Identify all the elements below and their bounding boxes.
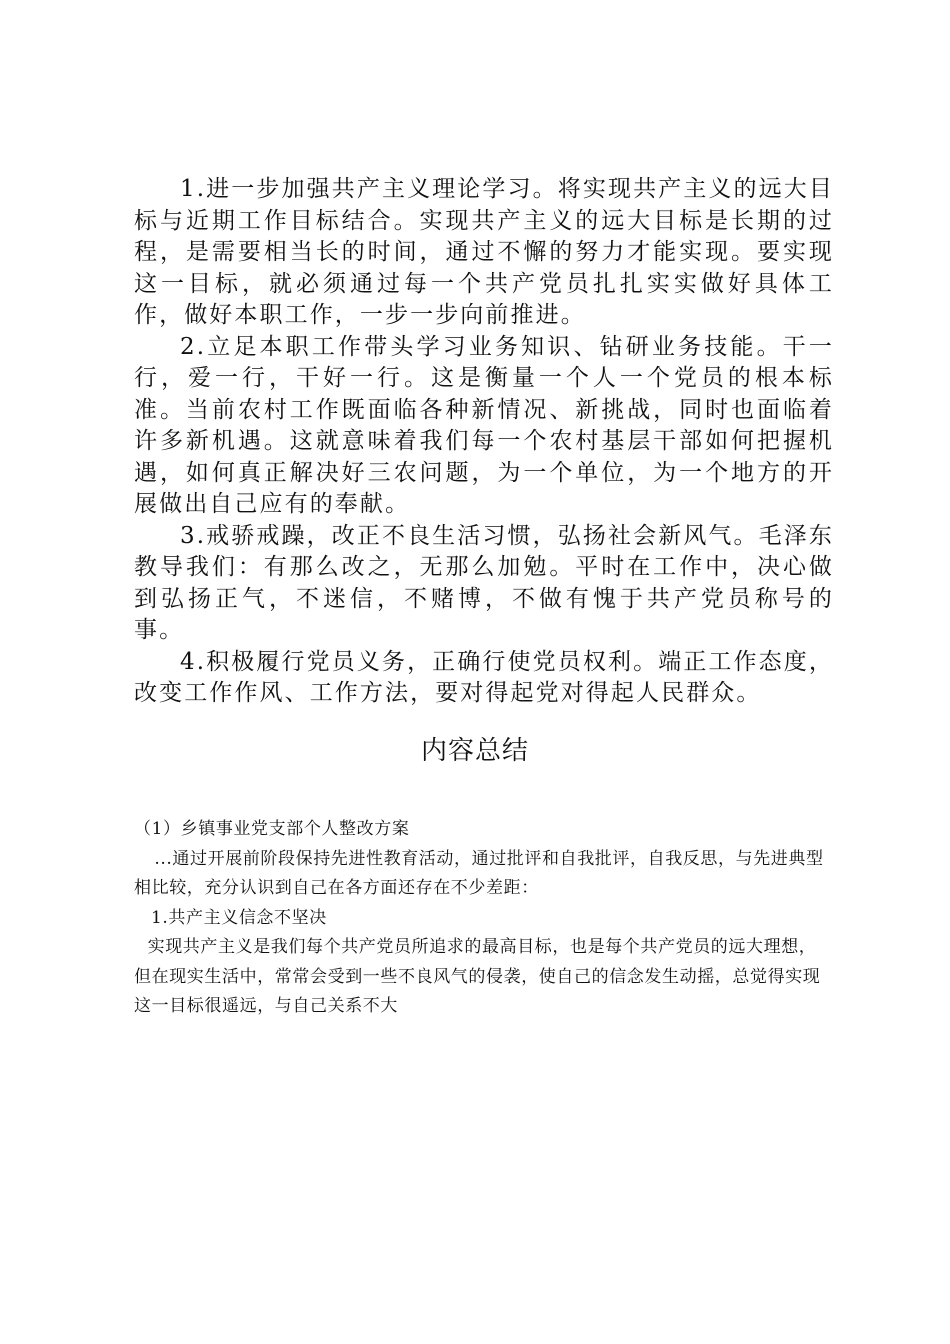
summary-intro: ...通过开展前阶段保持先进性教育活动，通过批评和自我批评，自我反思，与先进典型相比较，充分认识到自己在各方面还存在不少差距：	[134, 848, 824, 898]
main-body	[134, 174, 834, 710]
summary-heading: （1）乡镇事业党支部个人整改方案	[134, 819, 410, 839]
summary-section	[134, 815, 824, 1022]
paragraph-3: 3.戒骄戒躁，改正不良生活习惯，弘扬社会新风气。毛泽东教导我们：有那么改之，无那么加勉。平时在工作中，决心做到弘扬正气，不迷信，不赌博，不做有愧于共产党员称号的事。	[134, 522, 834, 643]
paragraph-1: 1.进一步加强共产主义理论学习。将实现共产主义的远大目标与近期工作目标结合。实现共产主义的远大目标是长期的过程，是需要相当长的时间，通过不懈的努力才能实现。要实现这一目标，就必须通过每一个共产党员扎扎实实做好具体工作，做好本职工作，一步一步向前推进。	[134, 176, 834, 328]
summary-body: 实现共产主义是我们每个共产党员所追求的最高目标，也是每个共产党员的远大理想，但在现实生活中，常常会受到一些不良风气的侵袭，使自己的信念发生动摇，总觉得实现这一目标很遥远，与自己关系不大	[134, 937, 821, 1016]
summary-title: 内容总结	[420, 736, 529, 766]
summary-item: 1.共产主义信念不坚决	[151, 907, 327, 928]
paragraph-2: 2.立足本职工作带头学习业务知识、钻研业务技能。干一行，爱一行，干好一行。这是衡量一个人一个党员的根本标准。当前农村工作既面临各种新情况、新挑战，同时也面临着许多新机遇。这就意味着我们每一个农村基层干部如何把握机遇，如何真正解决好三农问题，为一个单位，为一个地方的开展做出自己应有的奉献。	[134, 333, 834, 517]
paragraph-4: 4.积极履行党员义务，正确行使党员权利。端正工作态度，改变工作作风、工作方法，要对得起党对得起人民群众。	[134, 648, 834, 706]
